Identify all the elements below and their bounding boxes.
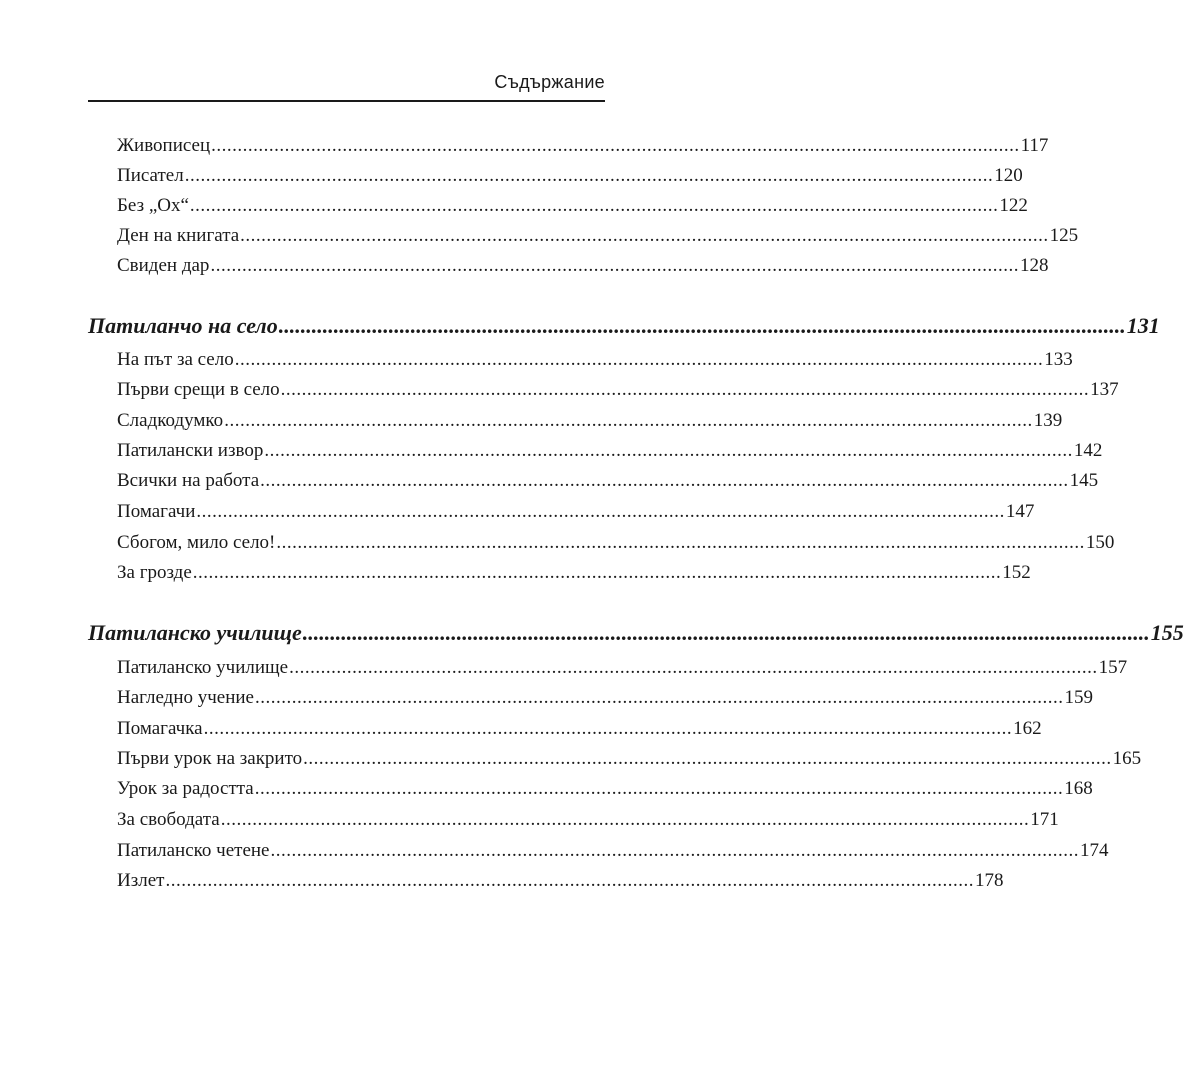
toc-entry-title: Първи урок на закрито: [117, 748, 303, 769]
toc-entry-page: 171: [1030, 809, 1059, 830]
toc-entry-title: Помагачка: [117, 718, 203, 739]
toc-entry-title: Свиден дар: [117, 255, 210, 276]
toc-entry-title: Без „Ох“: [117, 195, 189, 216]
dot-leader: ..........................................................................................................................................................: [189, 195, 999, 216]
toc-entry-page: 142: [1073, 440, 1103, 461]
toc-entry-page: 150: [1085, 532, 1115, 553]
toc-entry-title: Всички на работа: [117, 470, 260, 491]
toc-entry-title: За свободата: [117, 809, 220, 830]
toc-entry-title: За грозде: [117, 562, 192, 583]
toc-entry-title: Патиланско училище: [117, 657, 289, 678]
dot-leader: ..........................................................................................................................................................: [211, 135, 1020, 156]
toc-entry-page: 178: [974, 870, 1004, 891]
toc-entry: [117, 686, 1093, 710]
toc-section-heading: [88, 620, 1184, 646]
toc-entry: [117, 348, 1073, 372]
toc-entry: [117, 439, 1103, 463]
dot-leader: ..........................................................................................................................................................: [196, 501, 1005, 522]
dot-leader: ..........................................................................................................................................................: [289, 657, 1098, 678]
toc-entry-title: Ден на книгата: [117, 225, 240, 246]
toc-entry: [117, 134, 1049, 158]
dot-leader: ..........................................................................................................................................................: [276, 532, 1085, 553]
toc-entry-title: Патиланско четене: [117, 840, 270, 861]
toc-entry: [117, 747, 1142, 771]
toc-entry: [117, 777, 1093, 801]
toc-entry: [117, 531, 1115, 555]
toc-entry-page: 165: [1112, 748, 1142, 769]
toc-entry-page: 174: [1080, 840, 1109, 861]
toc-entry: [117, 717, 1042, 741]
toc-entry-page: 133: [1044, 349, 1073, 370]
toc-entry-title: Урок за радостта: [117, 778, 254, 799]
toc-entry-page: 159: [1064, 687, 1093, 708]
dot-leader: ..........................................................................................................................................................: [210, 255, 1019, 276]
dot-leader: ..........................................................................................................................................................: [192, 562, 1002, 583]
toc-entry: [117, 500, 1035, 524]
header-rule: [88, 100, 605, 102]
toc-entry: [117, 469, 1099, 493]
toc-entry-page: 120: [994, 165, 1023, 186]
toc-entry-page: 125: [1049, 225, 1079, 246]
toc-entry: [117, 656, 1128, 680]
dot-leader: ..........................................................................................................................................................: [260, 470, 1069, 491]
toc-entry-title: Помагачи: [117, 501, 196, 522]
toc-entry-page: 147: [1005, 501, 1035, 522]
toc-entry-page: 145: [1069, 470, 1099, 491]
toc-section-title: Патиланско училище: [88, 620, 302, 645]
toc-entry: [117, 808, 1059, 832]
dot-leader: ..........................................................................................................................................................: [302, 620, 1150, 645]
toc-entry-page: 152: [1002, 562, 1031, 583]
toc-entry-page: 122: [999, 195, 1028, 216]
dot-leader: ..........................................................................................................................................................: [264, 440, 1073, 461]
toc-entry-title: Сладкодумко: [117, 410, 224, 431]
toc-section-heading: [88, 313, 1160, 339]
toc-entry-title: На път за село: [117, 349, 234, 370]
toc-entry: [117, 839, 1109, 863]
toc-entry-page: 139: [1033, 410, 1063, 431]
toc-entry-title: Живописец: [117, 135, 211, 156]
toc-entry-title: Писател: [117, 165, 184, 186]
toc-entry-page: 117: [1020, 135, 1049, 156]
toc-entry-title: Патилански извор: [117, 440, 264, 461]
toc-entry-title: Първи срещи в село: [117, 379, 280, 400]
toc-entry-title: Нагледно учение: [117, 687, 254, 708]
dot-leader: ..........................................................................................................................................................: [203, 718, 1013, 739]
toc-entry-page: 128: [1019, 255, 1049, 276]
toc-entry-page: 162: [1013, 718, 1042, 739]
toc-section-title: Патиланчо на село: [88, 313, 278, 338]
toc-entry: [117, 409, 1063, 433]
toc-section-page: 155: [1150, 620, 1184, 645]
dot-leader: ..........................................................................................................................................................: [234, 349, 1044, 370]
dot-leader: ..........................................................................................................................................................: [278, 313, 1126, 338]
dot-leader: ..........................................................................................................................................................: [240, 225, 1049, 246]
toc-entry: [117, 561, 1031, 585]
toc-entry: [117, 254, 1049, 278]
toc-entry: [117, 869, 1004, 893]
toc-entry: [117, 194, 1028, 218]
dot-leader: ..........................................................................................................................................................: [184, 165, 994, 186]
dot-leader: ..........................................................................................................................................................: [254, 778, 1064, 799]
dot-leader: ..........................................................................................................................................................: [270, 840, 1079, 861]
toc-entry-title: Излет: [117, 870, 165, 891]
dot-leader: ..........................................................................................................................................................: [165, 870, 974, 891]
toc-entry: [117, 164, 1023, 188]
dot-leader: ..........................................................................................................................................................: [303, 748, 1112, 769]
toc-entry-title: Сбогом, мило село!: [117, 532, 276, 553]
toc-entry-page: 168: [1064, 778, 1093, 799]
toc-entry-page: 157: [1098, 657, 1128, 678]
running-head: Съдържание: [494, 72, 605, 92]
toc-entry: [117, 224, 1079, 248]
dot-leader: ..........................................................................................................................................................: [255, 687, 1064, 708]
dot-leader: ..........................................................................................................................................................: [220, 809, 1030, 830]
toc-section-page: 131: [1126, 313, 1160, 338]
dot-leader: ..........................................................................................................................................................: [224, 410, 1033, 431]
toc-entry-page: 137: [1090, 379, 1119, 400]
toc-entry: [117, 378, 1119, 402]
dot-leader: ..........................................................................................................................................................: [280, 379, 1090, 400]
